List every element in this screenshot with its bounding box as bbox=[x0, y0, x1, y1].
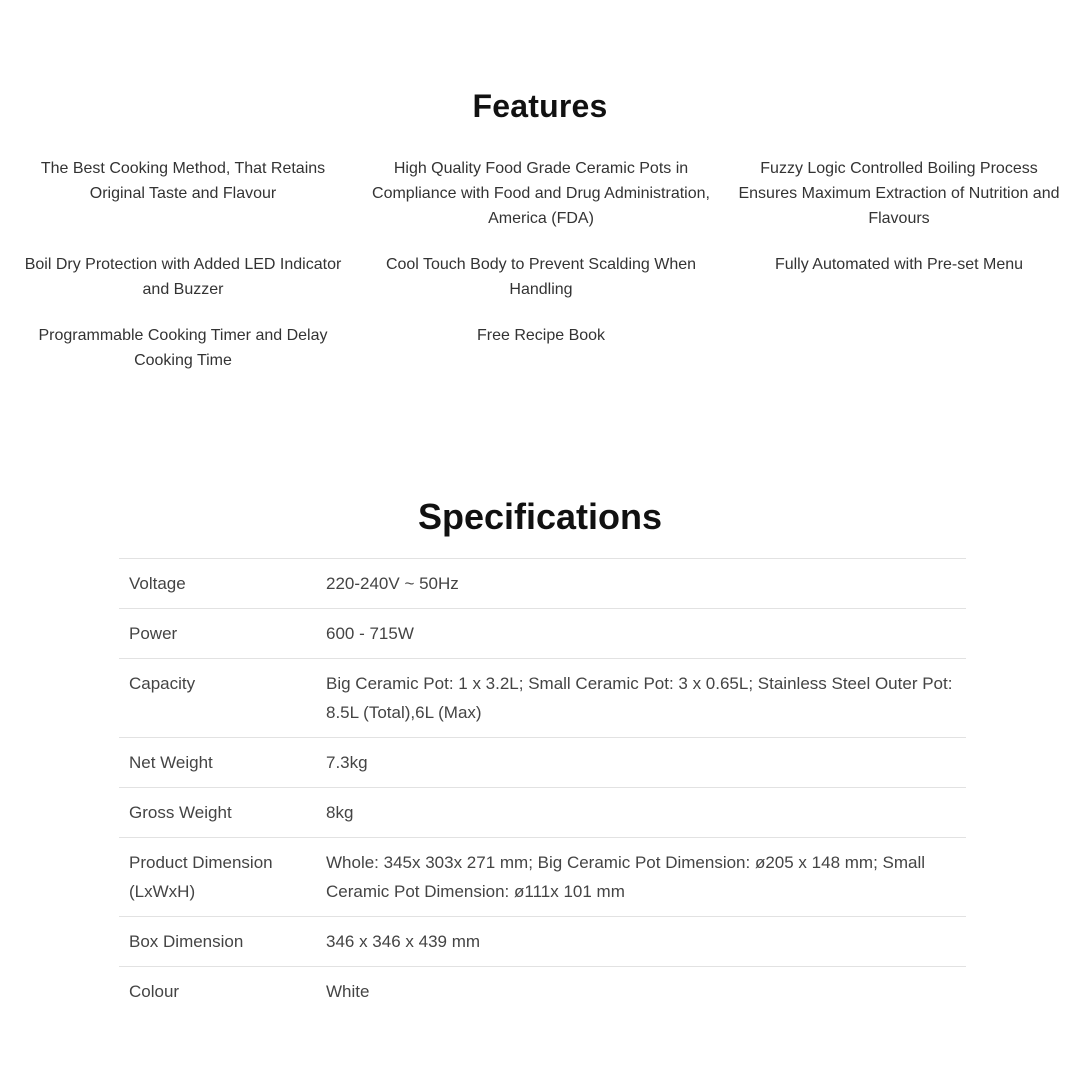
feature-item: Fully Automated with Pre-set Menu bbox=[774, 256, 1024, 273]
spec-row-net-weight bbox=[119, 738, 966, 788]
spec-value: Whole: 345x 303x 271 mm; Big Ceramic Pot Dimension: ø205 x 148 mm; Small Ceramic Pot Dimension: ø111x 101 mm bbox=[316, 838, 966, 917]
feature-item: Programmable Cooking Timer and Delay Cooking Time bbox=[38, 327, 328, 369]
spec-value: 600 - 715W bbox=[316, 609, 966, 659]
spec-value: 7.3kg bbox=[316, 738, 966, 788]
spec-value: Big Ceramic Pot: 1 x 3.2L; Small Ceramic Pot: 3 x 0.65L; Stainless Steel Outer Pot: 8.5L (Total),6L (Max) bbox=[316, 659, 966, 738]
spec-row-box-dimension bbox=[119, 917, 966, 967]
spec-row-capacity bbox=[119, 659, 966, 738]
feature-item: Boil Dry Protection with Added LED Indicator and Buzzer bbox=[24, 256, 342, 298]
features-heading: Features bbox=[472, 88, 608, 124]
feature-item: High Quality Food Grade Ceramic Pots in Compliance with Food and Drug Administration, America (FDA) bbox=[372, 160, 710, 227]
feature-item: Cool Touch Body to Prevent Scalding When Handling bbox=[385, 256, 697, 298]
spec-row-gross-weight bbox=[119, 788, 966, 838]
feature-item: Free Recipe Book bbox=[476, 327, 606, 344]
specifications-table bbox=[119, 558, 966, 1016]
spec-label: Power bbox=[119, 609, 316, 659]
spec-row-voltage bbox=[119, 559, 966, 609]
spec-label: Voltage bbox=[119, 559, 316, 609]
feature-item: Fuzzy Logic Controlled Boiling Process Ensures Maximum Extraction of Nutrition and Flavours bbox=[738, 160, 1060, 227]
spec-value: 346 x 346 x 439 mm bbox=[316, 917, 966, 967]
spec-row-product-dimension bbox=[119, 838, 966, 917]
spec-label: Box Dimension bbox=[119, 917, 316, 967]
spec-label: Net Weight bbox=[119, 738, 316, 788]
specifications-heading: Specifications bbox=[417, 496, 663, 537]
spec-label: Gross Weight bbox=[119, 788, 316, 838]
spec-row-colour bbox=[119, 967, 966, 1017]
spec-label: Product Dimension (LxWxH) bbox=[119, 838, 316, 917]
spec-value: 8kg bbox=[316, 788, 966, 838]
spec-row-power bbox=[119, 609, 966, 659]
spec-value: White bbox=[326, 982, 370, 1001]
spec-label: Colour bbox=[129, 982, 180, 1001]
feature-item: The Best Cooking Method, That Retains Original Taste and Flavour bbox=[40, 160, 326, 202]
spec-value: 220-240V ~ 50Hz bbox=[316, 559, 966, 609]
spec-label: Capacity bbox=[119, 659, 316, 738]
